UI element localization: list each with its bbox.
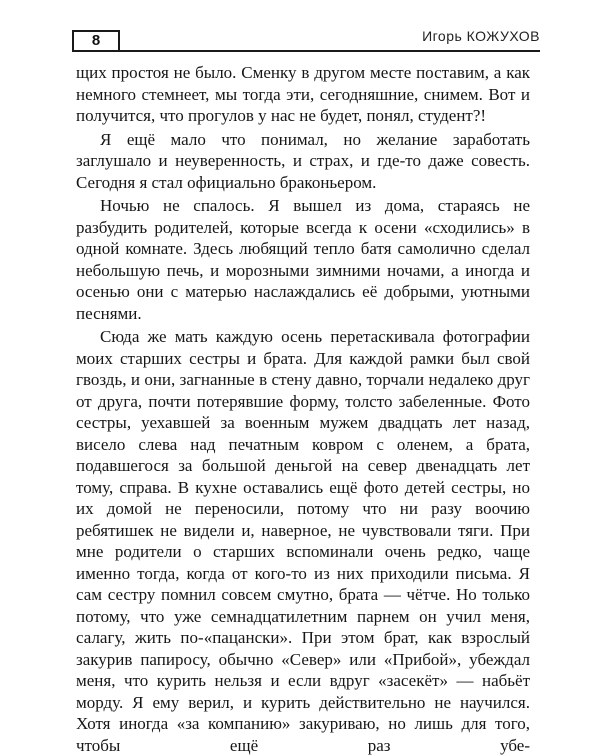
body-text bbox=[76, 62, 530, 756]
running-head-author: Игорь КОЖУХОВ bbox=[422, 28, 540, 44]
paragraph-3: Ночью не спалось. Я вышел из дома, стараясь не разбудить родителей, которые всегда к осени «сходились» в одной комнате. Здесь любящий тепло батя самолично сделал небольшую печь, и морозными зимними ночами, а иногда и осенью они с матерью наслаждались её добрыми, уютными песнями. bbox=[76, 196, 530, 323]
page-number: 8 bbox=[72, 30, 120, 52]
header-rule bbox=[120, 50, 540, 52]
paragraph-2: Я ещё мало что понимал, но желание заработать заглушало и неуверенность, и страх, и где-то даже совесть. Сегодня я стал официально браконьером. bbox=[76, 129, 530, 192]
paragraph-4: Сюда же мать каждую осень перетаскивала фотографии моих старших сестры и брата. Для каждой рамки был свой гвоздь, и они, загнанные в стену давно, торчали недалеко друг от друга, почти потерявшие форму, толсто забеленные. Фото сестры, уехавшей за военным мужем двадцать лет назад, висело слева над печатным ковром с оленем, а брата, подавшегося за большой деньгой на север двенадцать лет тому, справа. В кухне оставались ещё фото детей сестры, но их домой не переносили, потому что ни разу воочию ребятишек не видели и, наверное, не чувствовали тяги. При мне родители о старших вспоминали очень редко, чаще именно тогда, когда от кого-то из них приходили письма. Я сам сестру помнил совсем смутно, брата — чётче. Но только потому, что уже семнадцатилетним парнем он учил меня, салагу, жить по-«пацански». При этом брат, как взрослый закурив папиросу, обычно «Север» или «Прибой», убеждал меня, что курить нельзя и если вдруг «засекёт» — набьёт морду. Я ему верил, и курить действительно не научился. Хотя иногда «за компанию» закуриваю, но лишь для того, чтобы ещё раз убе- bbox=[76, 327, 530, 755]
paragraph-1: щих простоя не было. Сменку в другом месте поставим, а как немного стемнеет, мы тогда эти, сегодняшние, снимем. Вот и получится, что прогулов у нас не будет, понял, студент?! bbox=[76, 63, 530, 125]
page-header bbox=[72, 30, 540, 56]
